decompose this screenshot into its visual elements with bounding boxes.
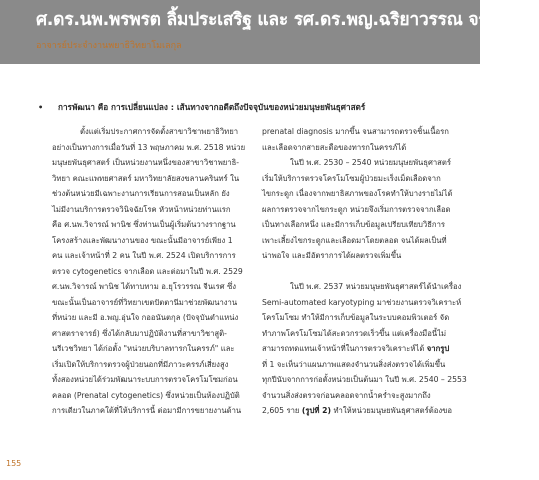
text-line: prenatal diagnosis มากขึ้น จนสามารถตรวจชิ้นเนื้อรก — [262, 127, 449, 136]
text-line: การเดียวในภาคใต้ที่ให้บริการนี้ ต่อมามีการขยายงานด้าน — [52, 406, 242, 415]
text-line: ศ.นพ.วิจารณ์ พานิช ได้ทาบทาม อ.ยุโรวรรณ จีนเรศ ซึ่ง — [52, 282, 237, 291]
text-line: ไขกระดูก เนื่องจากพยาธิสภาพของโรคทำให้บางรายไม่ได้ — [262, 189, 453, 198]
section-heading-text: การพัฒนา คือ การเปลี่ยนแปลง : เส้นทางจากอดีตถึงปัจจุบันของหน่วยมนุษยพันธุศาสตร์ — [58, 102, 366, 112]
text-line: ศาสตราจารย์) ซึ่งได้กลับมาปฏิบัติงานที่สาขาวิชาสูติ- — [52, 328, 227, 338]
paragraph-gap — [262, 264, 457, 280]
text-line: ผลการตรวจจากไขกระดูก หน่วยจึงเริ่มการตรวจจากเลือด — [262, 204, 451, 214]
left-column — [52, 124, 247, 419]
text-line: ที่หน่วย และมี อ.พญ.อุ่นใจ กออนันตกุล (ปัจจุบันตำแหน่ง — [52, 313, 239, 322]
text-line: มนุษยพันธุศาสตร์ เป็นหน่วยงานหนึ่งของสาขาวิชาพยาธิ- — [52, 158, 240, 167]
text-span: 2,605 ราย — [262, 406, 302, 415]
figure-reference: (รูปที่ 2) — [301, 406, 331, 415]
text-span: ทำให้หน่วยมนุษยพันธุศาสตร์ต้องขอ — [331, 406, 452, 415]
text-line: ทำภาพโครโมโซมได้สะดวกรวดเร็วขึ้น แต่เครื่องมือนี้ไม่ — [262, 328, 447, 338]
text-line: ในปี พ.ศ. 2537 หน่วยมนุษยพันธุศาสตร์ได้นำเครื่อง — [290, 282, 462, 291]
text-line: ตั้งแต่เริ่มประกาศการจัดตั้งสาขาวิชาพยาธิวิทยา — [80, 127, 239, 136]
text-line: เพาะเลี้ยงไขกระดูกและเลือดมาโดยตลอด จนได้ผลเป็นที่ — [262, 235, 447, 245]
text-line: ทุกปีนับจากการก่อตั้งหน่วยเป็นต้นมา ในปี พ.ศ. 2540 – 2553 — [262, 375, 467, 384]
text-line: โครโมโซม ทำให้มีการเก็บข้อมูลในระบบคอมพิวเตอร์ จัด — [262, 313, 450, 322]
text-line: Semi-automated karyotyping มาช่วยงานตรวจวิเคราะห์ — [262, 297, 462, 307]
text-line — [262, 341, 457, 357]
figure-reference: จากรูป — [426, 344, 450, 353]
text-line — [262, 403, 457, 419]
page-number: 155 — [6, 459, 22, 468]
authors-title: ศ.ดร.นพ.พรพรต ลิ้มประเสริฐ และ รศ.ดร.พญ.ฉริยาวรรณ จรัลสวัสดิ์ — [36, 10, 539, 30]
bullet-icon: • — [38, 102, 44, 112]
text-line: น่าพอใจ และมีอัตราการได้ผลตรวจเพิ่มขึ้น — [262, 251, 402, 260]
text-line: ในปี พ.ศ. 2530 – 2540 หน่วยมนุษยพันธุศาสตร์ — [290, 158, 451, 167]
section-heading — [38, 101, 458, 114]
text-line: ทั้งสองหน่วยได้ร่วมพัฒนาระบบการตรวจโครโมโซมก่อน — [52, 375, 238, 384]
text-line: ไม่มีงานบริการตรวจวินิจฉัยโรค หัวหน้าหน่วยท่านแรก — [52, 204, 231, 214]
author-affiliation: อาจารย์ประจำงานพยาธิวิทยาโมเลกุล — [36, 41, 182, 51]
text-line: คลอด (Prenatal cytogenetics) ซึ่งหน่วยเป็นห้องปฏิบัติ — [52, 390, 240, 400]
text-line: ตรวจ cytogenetics จากเลือด และต่อมาในปี พ.ศ. 2529 — [52, 266, 243, 276]
text-line: โครงสร้างและพัฒนางานของ ขณะนั้นมีอาจารย์เพียง 1 — [52, 235, 233, 245]
text-line: อย่างเป็นทางการเมื่อวันที่ 13 พฤษภาคม พ.ศ. 2518 หน่วย — [52, 142, 246, 152]
text-line: ที่ 1 จะเห็นว่าแผนภาพแสดงจำนวนสิ่งส่งตรวจได้เพิ่มขึ้น — [262, 359, 446, 369]
text-line: คือ ศ.นพ.วิจารณ์ พานิช ซึ่งท่านเป็นผู้เริ่มต้นวางรากฐาน — [52, 220, 236, 229]
text-line: คน และเจ้าหน้าที่ 2 คน ในปี พ.ศ. 2524 เปิดบริการการ — [52, 251, 236, 260]
text-line: ขณะนั้นเป็นอาจารย์ที่วิทยาเขตปัตตานีมาช่วยพัฒนางาน — [52, 297, 238, 307]
text-line: เป็นทางเลือกหนึ่ง และมีการเก็บข้อมูลเปรียบเทียบวิธีการ — [262, 220, 446, 229]
right-column — [262, 124, 467, 419]
title-banner — [0, 0, 539, 64]
text-line: เริ่มเปิดให้บริการตรวจผู้ป่วยนอกที่มีภาวะครรภ์เสี่ยงสูง — [52, 359, 229, 369]
text-line: เริ่มให้บริการตรวจโครโมโซมผู้ป่วยมะเร็งเม็ดเลือดจาก — [262, 173, 441, 183]
text-line: วิทยา คณะแพทยศาสตร์ มหาวิทยาลัยสงขลานครินทร์ ใน — [52, 173, 240, 183]
text-line: นรีเวชวิทยา ได้ก่อตั้ง "หน่วยบริบาลทารกในครรภ์" และ — [52, 344, 235, 353]
text-line: ช่วงต้นหน่วยมีเฉพาะงานการเรียนการสอนเป็นหลัก ยัง — [52, 189, 230, 198]
text-line: จำนวนสิ่งส่งตรวจก่อนคลอดจากน้ำคร่ำจะสูงมากถึง — [262, 390, 431, 400]
text-span: สามารถทดแทนเจ้าหน้าที่ในการตรวจวิเคราะห์ได้ — [262, 344, 425, 353]
text-line: และเลือดจากสายสะดือของทารกในครรภ์ได้ — [262, 142, 407, 152]
